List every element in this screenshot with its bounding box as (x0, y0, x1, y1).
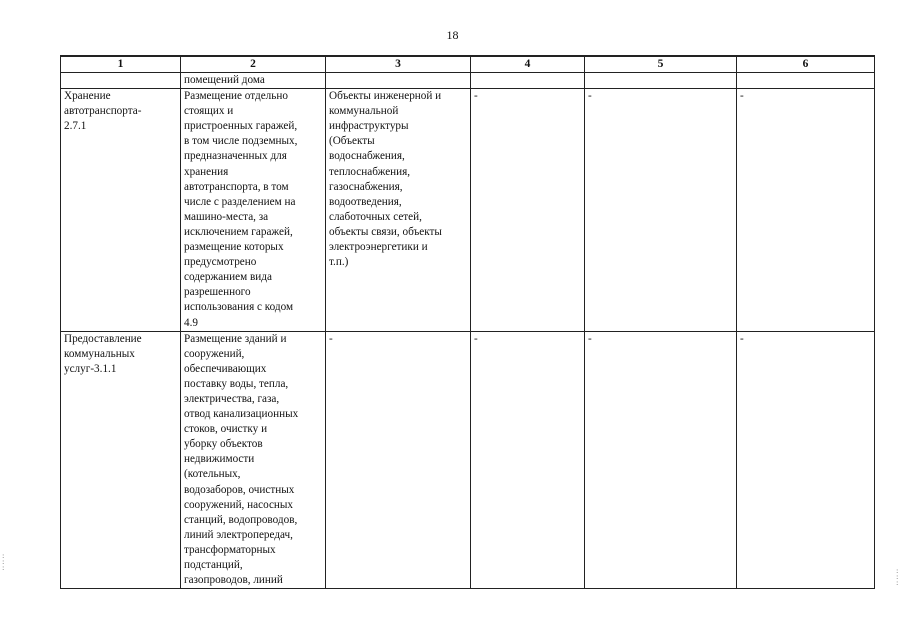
column-header-3: 3 (326, 56, 471, 73)
use-description-cell: Размещение отдельно стоящих и пристроенных гаражей, в том числе подземных, предназначенных для хранения автотранспорта, в том числе с разделением на машино-места, за исключением гаражей, размещение которых предусмотрено содержанием вида разрешенного использования с кодом 4.9 (181, 89, 326, 332)
use-name-cell: Предоставление коммунальных услуг-3.1.1 (61, 331, 181, 589)
dash-cell: - (585, 89, 737, 332)
column-header-4: 4 (471, 56, 585, 73)
dash-cell: - (471, 331, 585, 589)
cell (585, 73, 737, 89)
column-header-6: 6 (737, 56, 875, 73)
use-name-cell: Хранение автотранспорта- 2.7.1 (61, 89, 181, 332)
dash-cell: - (737, 331, 875, 589)
use-description-cell: Размещение зданий и сооружений, обеспечивающих поставку воды, тепла, электричества, газа, отвод канализационных стоков, очистку и уборку объектов недвижимости (котельных, водозаборов, очистных сооружений, насосных станций, водопроводов, линий электропередач, трансформаторных подстанций, газопроводов, линий (181, 331, 326, 589)
page-number: 18 (446, 28, 459, 42)
dash-cell: - (737, 89, 875, 332)
scan-margin-mark-left: : : : (2, 552, 5, 572)
dash-cell: - (326, 331, 471, 589)
cell (61, 73, 181, 89)
cell: помещений дома (181, 73, 326, 89)
column-header-5: 5 (585, 56, 737, 73)
header-row (61, 56, 875, 73)
cell (326, 73, 471, 89)
zoning-table (60, 55, 875, 589)
table-row-utility-services (61, 331, 875, 589)
auxiliary-use-cell: Объекты инженерной и коммунальной инфраструктуры (Объекты водоснабжения, теплоснабжения, газоснабжения, водоотведения, слаботочных сетей, объекты связи, объекты электроэнергетики и т.п.) (326, 89, 471, 332)
column-header-2: 2 (181, 56, 326, 73)
scan-margin-mark-right: : : : (896, 567, 899, 587)
continued-row (61, 73, 875, 89)
dash-cell: - (585, 331, 737, 589)
column-header-1: 1 (61, 56, 181, 73)
cell (737, 73, 875, 89)
cell (471, 73, 585, 89)
dash-cell: - (471, 89, 585, 332)
table-row-vehicle-storage (61, 89, 875, 332)
